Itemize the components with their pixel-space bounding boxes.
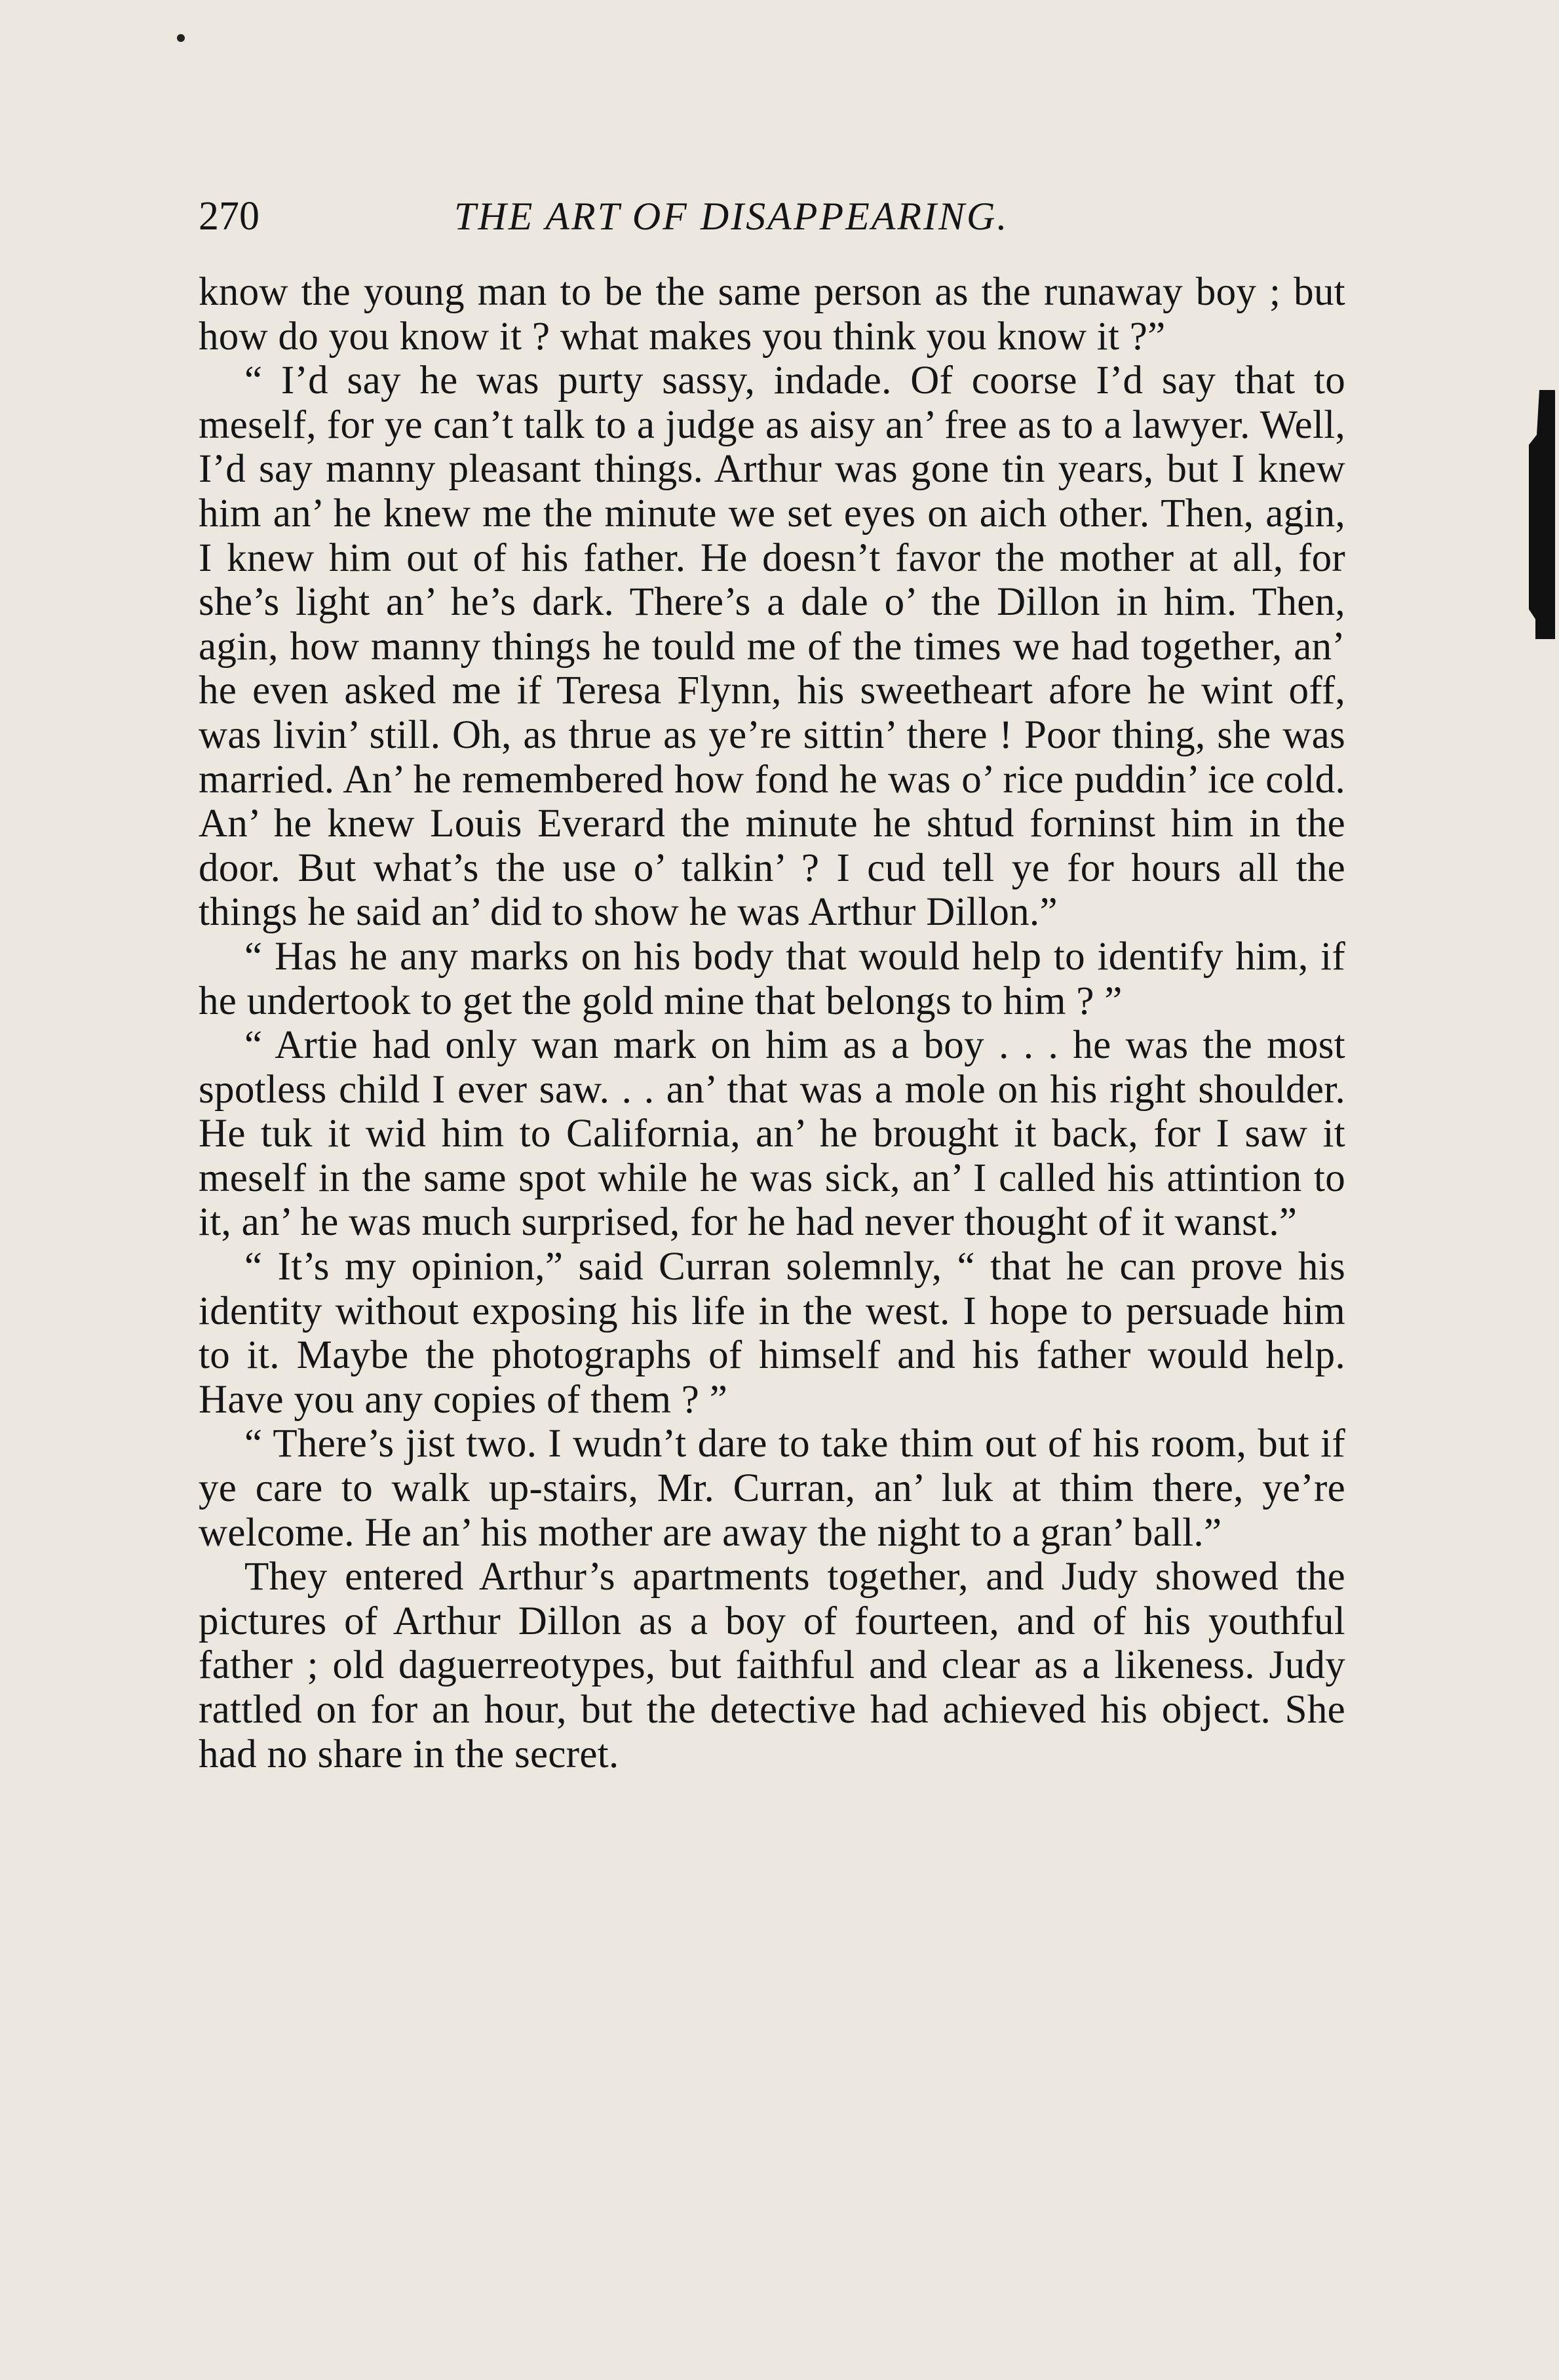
paragraph: “ Artie had only wan mark on him as a boy . . . he was the most spotless child I ever saw. . . an’ that was a mole on his right shoulder. He tuk it wid him to California, an’ he brought it back, for I saw it meself in the same spot while he was sick, an’ I called his attintion to it, an’ he was much surprised, for he had never thought of it wanst.” xyxy=(199,1023,1345,1245)
paragraph: “ Has he any marks on his body that would help to identify him, if he undertook to get the gold mine that belongs to him ? ” xyxy=(199,934,1345,1023)
paragraph: “ There’s jist two. I wudn’t dare to take thim out of his room, but if ye care to walk up-stairs, Mr. Curran, an’ luk at thim there, ye’re welcome. He an’ his mother are away the night to a gran’ ball.” xyxy=(199,1422,1345,1555)
paragraph: “ It’s my opinion,” said Curran solemnly, “ that he can prove his identity without exposing his life in the west. I hope to persuade him to it. Maybe the photographs of himself and his father would help. Have you any copies of them ? ” xyxy=(199,1245,1345,1422)
scan-margin-mark xyxy=(1529,390,1555,639)
running-head: THE ART OF DISAPPEARING. xyxy=(454,195,1009,238)
paragraph: “ I’d say he was purty sassy, indade. Of coorse I’d say that to meself, for ye can’t talk to a judge as aisy an’ free as to a lawyer. Well, I’d say manny pleasant things. Arthur was gone tin years, but I knew him an’ he knew me the minute we set eyes on aich other. Then, agin, I knew him out of his father. He doesn’t favor the mother at all, for she’s light an’ he’s dark. There’s a dale o’ the Dillon in him. Then, agin, how manny things he tould me of the times we had together, an’ he even asked me if Teresa Flynn, his sweetheart afore he wint off, was livin’ still. Oh, as thrue as ye’re sittin’ there ! Poor thing, she was married. An’ he remembered how fond he was o’ rice puddin’ ice cold. An’ he knew Louis Everard the minute he shtud forninst him in the door. But what’s the use o’ talkin’ ? I cud tell ye for hours all the things he said an’ did to show he was Arthur Dillon.” xyxy=(199,359,1345,935)
paragraph: They entered Arthur’s apartments together, and Judy showed the pictures of Arthur Dillon as a boy of fourteen, and of his youthful father ; old daguerreotypes, but faithful and clear as a likeness. Judy rattled on for an hour, but the detective had achieved his object. She had no share in the secret. xyxy=(199,1555,1345,1776)
page-header xyxy=(199,190,1349,243)
ink-dot xyxy=(177,34,185,42)
paragraph: know the young man to be the same person as the runaway boy ; but how do you know it ? what makes you think you know it ?” xyxy=(199,270,1345,359)
body-text xyxy=(199,270,1345,1776)
page-number: 270 xyxy=(199,194,260,239)
